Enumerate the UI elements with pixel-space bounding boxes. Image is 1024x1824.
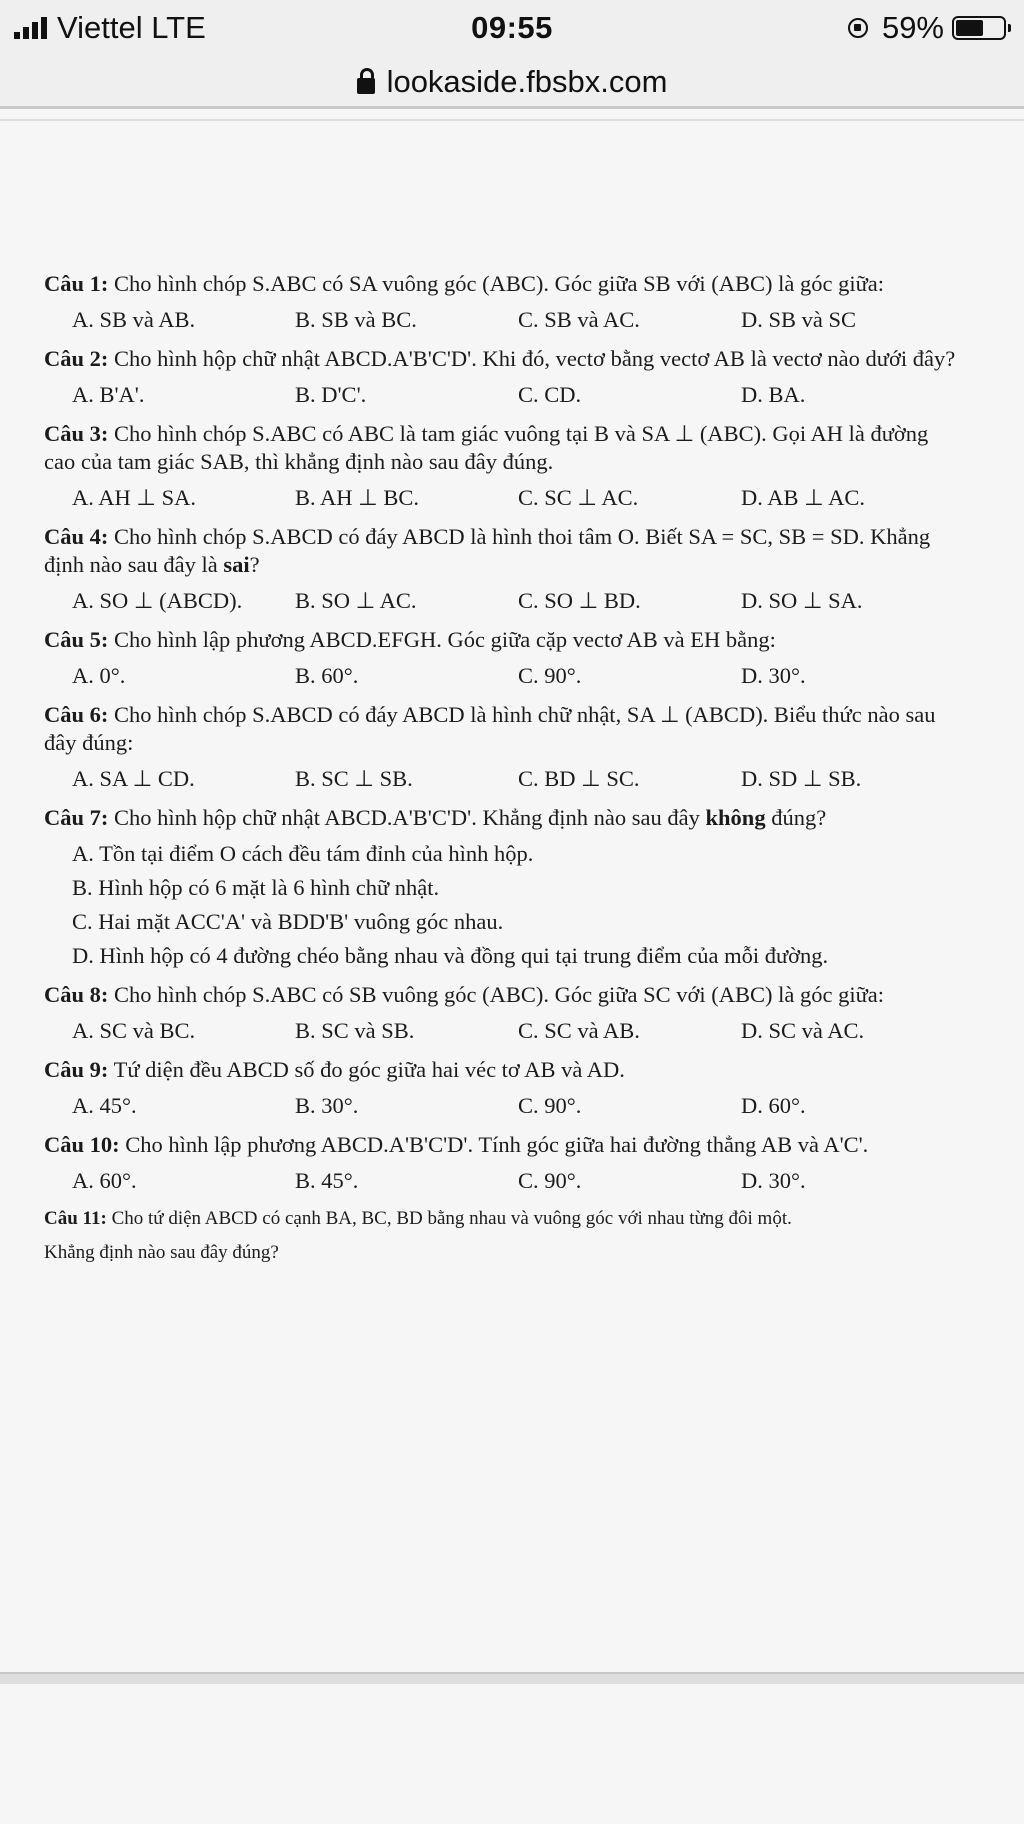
question-text: Cho hình chóp S.ABC có SA vuông góc (ABC). Góc giữa SB với (ABC) là góc giữa: xyxy=(114,271,885,296)
option: B. 45°. xyxy=(295,1168,359,1193)
option: B. SO ⊥ AC. xyxy=(295,588,417,613)
rotation-lock-icon xyxy=(848,18,868,38)
question-1 xyxy=(44,270,964,334)
question-label: Câu 8: xyxy=(44,982,109,1007)
bottom-divider xyxy=(0,1672,1024,1684)
question-2 xyxy=(44,345,964,409)
question-tail: ? xyxy=(249,552,260,577)
question-3 xyxy=(44,420,964,512)
option: B. SC và SB. xyxy=(295,1018,415,1043)
address-bar[interactable] xyxy=(0,58,1024,106)
option: C. CD. xyxy=(518,382,582,407)
option: D. SC và AC. xyxy=(741,1018,865,1043)
question-label: Câu 10: xyxy=(44,1132,120,1157)
question-7 xyxy=(44,804,964,970)
option: D. SD ⊥ SB. xyxy=(741,766,862,791)
question-text: Cho hình hộp chữ nhật ABCD.A'B'C'D'. Khẳng định nào sau đây xyxy=(114,805,700,830)
battery-icon xyxy=(952,16,1006,40)
clock: 09:55 xyxy=(471,10,553,45)
document-image xyxy=(44,270,964,1277)
question-5 xyxy=(44,626,964,690)
question-label: Câu 6: xyxy=(44,702,109,727)
question-text-2: Khẳng định nào sau đây đúng? xyxy=(44,1242,279,1263)
option: A. Tồn tại điểm O cách đều tám đỉnh của hình hộp. xyxy=(72,841,534,866)
option: A. SA ⊥ CD. xyxy=(72,766,195,791)
option: A. SC và BC. xyxy=(72,1018,196,1043)
question-label: Câu 1: xyxy=(44,271,109,296)
option: B. 60°. xyxy=(295,663,359,688)
question-text: Cho hình lập phương ABCD.A'B'C'D'. Tính góc giữa hai đường thẳng AB và A'C'. xyxy=(125,1132,869,1157)
option: D. 60°. xyxy=(741,1093,806,1118)
option: B. SC ⊥ SB. xyxy=(295,766,413,791)
option: A. SO ⊥ (ABCD). xyxy=(72,588,243,613)
option: B. D'C'. xyxy=(295,382,367,407)
option: C. BD ⊥ SC. xyxy=(518,766,640,791)
question-label: Câu 5: xyxy=(44,627,109,652)
option: B. SB và BC. xyxy=(295,307,417,332)
signal-icon xyxy=(14,17,47,39)
emphasis: không xyxy=(705,805,766,830)
option: A. SB và AB. xyxy=(72,307,196,332)
emphasis: sai xyxy=(223,552,250,577)
question-text: Cho hình chóp S.ABC có SB vuông góc (ABC). Góc giữa SC với (ABC) là góc giữa: xyxy=(114,982,885,1007)
battery-percent: 59% xyxy=(881,10,944,45)
question-label: Câu 2: xyxy=(44,346,109,371)
question-text: Tứ diện đều ABCD số đo góc giữa hai véc tơ AB và AD. xyxy=(113,1057,625,1082)
option: D. AB ⊥ AC. xyxy=(741,485,866,510)
option: C. SC và AB. xyxy=(518,1018,640,1043)
option: A. B'A'. xyxy=(72,382,145,407)
option: C. 90°. xyxy=(518,1093,582,1118)
option: B. AH ⊥ BC. xyxy=(295,485,420,510)
option: A. 60°. xyxy=(72,1168,137,1193)
question-text: Cho hình chóp S.ABCD có đáy ABCD là hình thoi tâm O. Biết SA = SC, SB = SD. Khẳng định nào sau đây là xyxy=(44,524,931,577)
option: D. SB và SC xyxy=(741,307,857,332)
question-9 xyxy=(44,1056,964,1120)
question-6 xyxy=(44,701,964,793)
url-text[interactable]: lookaside.fbsbx.com xyxy=(386,64,668,99)
status-bar xyxy=(0,0,1024,58)
question-label: Câu 7: xyxy=(44,805,109,830)
option: D. Hình hộp có 4 đường chéo bằng nhau và đồng qui tại trung điểm của mỗi đường. xyxy=(72,943,829,968)
option: C. SB và AC. xyxy=(518,307,640,332)
question-tail: đúng? xyxy=(771,805,827,830)
question-text: Cho tứ diện ABCD có cạnh BA, BC, BD bằng nhau và vuông góc với nhau từng đôi một. xyxy=(111,1208,792,1229)
option: D. 30°. xyxy=(741,1168,806,1193)
question-label: Câu 4: xyxy=(44,524,109,549)
option: B. Hình hộp có 6 mặt là 6 hình chữ nhật. xyxy=(72,875,440,900)
option: C. Hai mặt ACC'A' và BDD'B' vuông góc nhau. xyxy=(72,909,504,934)
carrier-label: Viettel LTE xyxy=(57,10,206,45)
question-10 xyxy=(44,1131,964,1195)
toolbar-divider-2 xyxy=(0,119,1024,121)
question-text: Cho hình lập phương ABCD.EFGH. Góc giữa cặp vectơ AB và EH bằng: xyxy=(114,627,776,652)
question-11 xyxy=(44,1206,964,1266)
option: C. 90°. xyxy=(518,1168,582,1193)
question-text: Cho hình chóp S.ABCD có đáy ABCD là hình chữ nhật, SA ⊥ (ABCD). Biểu thức nào sau đây đúng: xyxy=(44,702,936,755)
question-label: Câu 3: xyxy=(44,421,109,446)
toolbar-divider xyxy=(0,106,1024,109)
question-text: Cho hình hộp chữ nhật ABCD.A'B'C'D'. Khi đó, vectơ bằng vectơ AB là vectơ nào dưới đây? xyxy=(114,346,956,371)
option: C. 90°. xyxy=(518,663,582,688)
question-4 xyxy=(44,523,964,615)
question-label: Câu 9: xyxy=(44,1057,109,1082)
option: B. 30°. xyxy=(295,1093,359,1118)
option: A. 0°. xyxy=(72,663,126,688)
option: C. SC ⊥ AC. xyxy=(518,485,639,510)
option: A. AH ⊥ SA. xyxy=(72,485,196,510)
option: C. SO ⊥ BD. xyxy=(518,588,641,613)
option: D. BA. xyxy=(741,382,806,407)
question-text: Cho hình chóp S.ABC có ABC là tam giác vuông tại B và SA ⊥ (ABC). Gọi AH là đường cao của tam giác SAB, thì khẳng định nào sau đây đúng. xyxy=(44,421,929,474)
padlock-icon xyxy=(357,78,375,94)
question-8 xyxy=(44,981,964,1045)
option: D. 30°. xyxy=(741,663,806,688)
question-label: Câu 11: xyxy=(44,1208,107,1229)
option: D. SO ⊥ SA. xyxy=(741,588,863,613)
option: A. 45°. xyxy=(72,1093,137,1118)
